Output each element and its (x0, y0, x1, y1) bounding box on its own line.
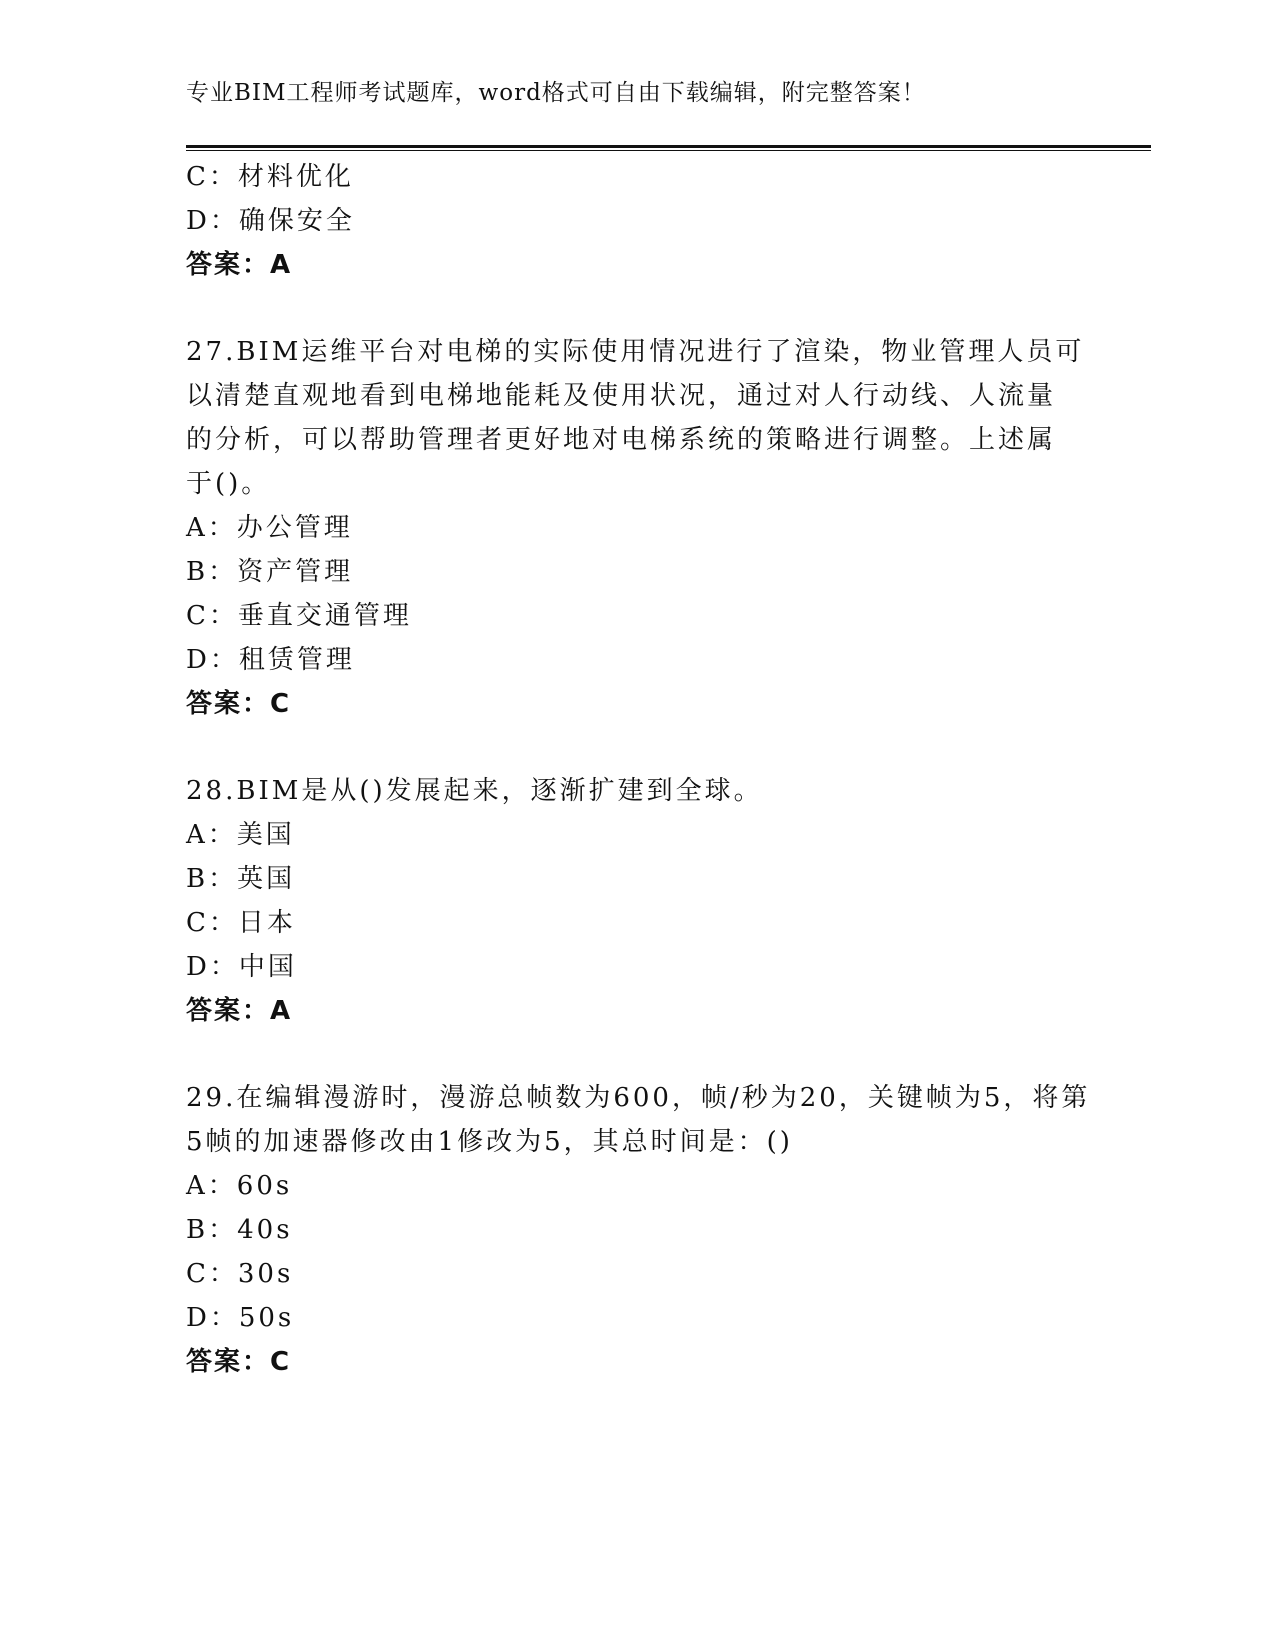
option-a: A：60s (186, 1171, 293, 1201)
answer-line: 答案：C (186, 689, 292, 719)
answer-line: 答案：A (186, 250, 293, 280)
question-stem-line: 28.BIM是从()发展起来，逐渐扩建到全球。 (186, 776, 763, 806)
option-b: B：英国 (186, 864, 296, 894)
question-stem-line: 于()。 (186, 469, 271, 499)
question-stem-line: 以清楚直观地看到电梯地能耗及使用状况，通过对人行动线、人流量 (186, 381, 1057, 411)
option-c: C：垂直交通管理 (186, 601, 412, 631)
option-d: D：确保安全 (186, 206, 355, 236)
option-d: D：租赁管理 (186, 645, 355, 675)
answer-line: 答案：C (186, 1347, 292, 1377)
option-c: C：日本 (186, 908, 296, 938)
option-d: D：中国 (186, 952, 297, 982)
question-stem-line: 29.在编辑漫游时，漫游总帧数为600，帧/秒为20，关键帧为5，将第 (186, 1083, 1091, 1113)
question-stem-line: 27.BIM运维平台对电梯的实际使用情况进行了渲染，物业管理人员可 (186, 337, 1085, 367)
question-stem-line: 的分析，可以帮助管理者更好地对电梯系统的策略进行调整。上述属 (186, 425, 1057, 455)
option-d: D：50s (186, 1303, 295, 1333)
option-a: A：美国 (186, 820, 295, 850)
option-a: A：办公管理 (186, 513, 353, 543)
answer-line: 答案：A (186, 996, 293, 1026)
option-c: C：30s (186, 1259, 294, 1289)
option-b: B：40s (186, 1215, 293, 1245)
option-c: C：材料优化 (186, 162, 354, 192)
header-divider (186, 145, 1151, 148)
page-header: 专业BIM工程师考试题库，word格式可自由下载编辑，附完整答案！ (186, 80, 926, 106)
header-divider-thin (186, 150, 1151, 151)
option-b: B：资产管理 (186, 557, 354, 587)
question-stem-line: 5帧的加速器修改由1修改为5，其总时间是：() (186, 1127, 793, 1157)
